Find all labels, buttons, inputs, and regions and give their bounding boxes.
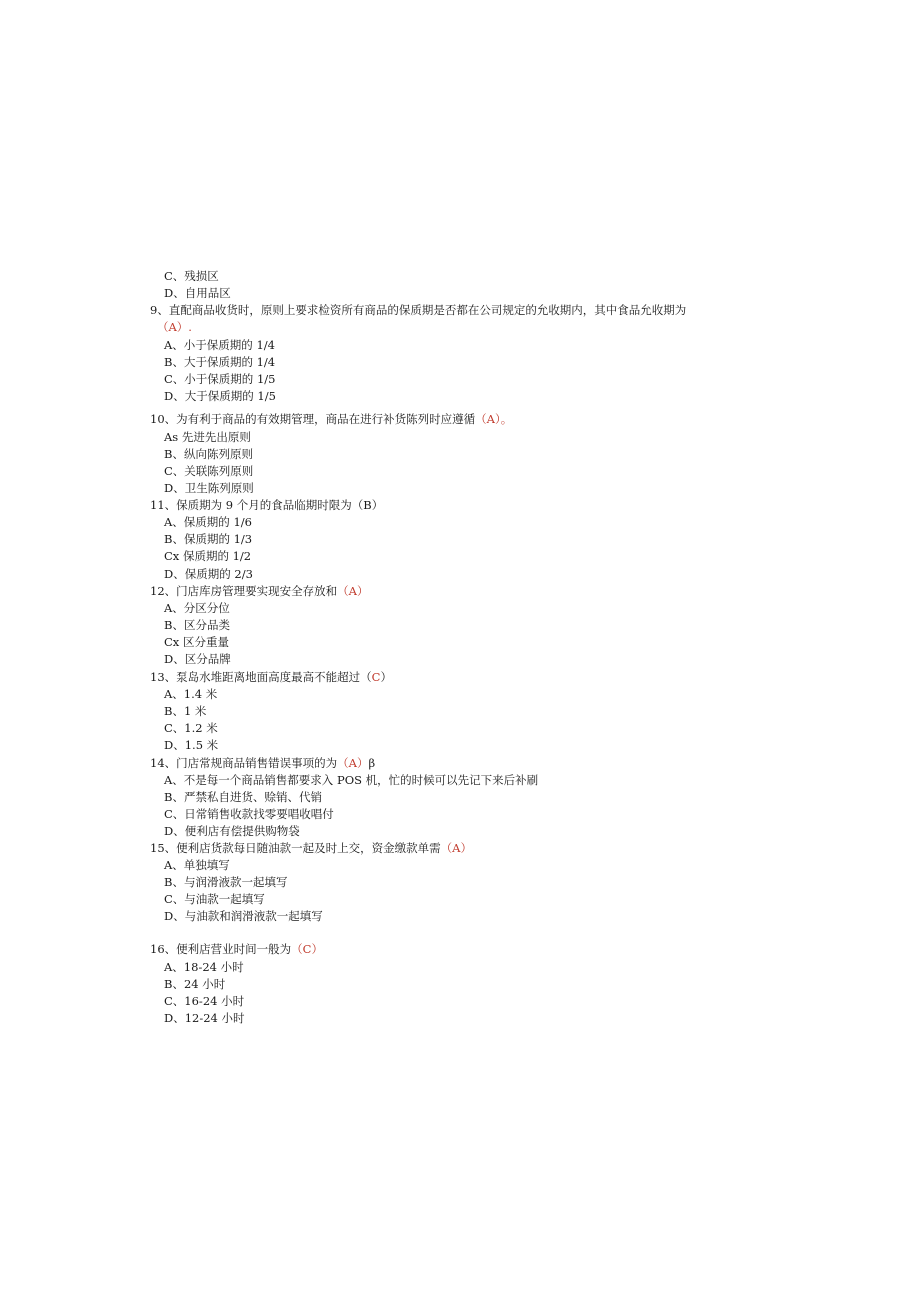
- answer-key: （A）.: [157, 320, 192, 334]
- answer-option: A、单独填写: [164, 858, 230, 872]
- answer-option: A、分区分位: [164, 601, 230, 615]
- answer-option: C、日常销售收款找零要唱收唱付: [164, 807, 334, 821]
- answer-option: B、区分品类: [164, 618, 230, 632]
- question-continuation: [157, 320, 192, 334]
- question-text: [150, 942, 323, 956]
- answer-option: C、与油款一起填写: [164, 892, 265, 906]
- question-tail: ）: [380, 670, 392, 684]
- answer-key: C: [371, 670, 381, 684]
- question-text: [150, 498, 383, 512]
- answer-key: （A）: [337, 756, 369, 770]
- question-text: [150, 412, 512, 426]
- answer-option: D、便利店有偿提供购物袋: [164, 824, 300, 838]
- question-text: [150, 756, 375, 770]
- answer-option: D、12-24 小时: [164, 1011, 245, 1025]
- question-stem: 9、直配商品收货时，原则上要求检资所有商品的保质期是否都在公司规定的允收期内，其中食品允收期为: [150, 303, 687, 317]
- answer-option: C、1.2 米: [164, 721, 218, 735]
- answer-option: A、小于保质期的 1/4: [164, 338, 275, 352]
- answer-option: C、16-24 小时: [164, 994, 245, 1008]
- answer-option: A、保质期的 1/6: [164, 515, 252, 529]
- answer-option: A、不是每一个商品销售都要求入 POS 机，忙的时候可以先记下来后补刷: [164, 773, 539, 787]
- answer-option: D、1.5 米: [164, 738, 219, 752]
- question-stem: 15、便利店货款每日随油款一起及时上交，资金缴款单需: [150, 841, 441, 855]
- question-stem: 14、门店常规商品销售错误事项的为: [150, 756, 338, 770]
- answer-option: D、自用品区: [164, 286, 231, 300]
- answer-option: D、与油款和润滑液款一起填写: [164, 909, 323, 923]
- answer-option: A、1.4 米: [164, 687, 218, 701]
- answer-option: Cx 区分重量: [164, 635, 229, 649]
- answer-option: A、18-24 小时: [164, 960, 244, 974]
- answer-option: D、区分品牌: [164, 652, 231, 666]
- answer-key: （A）: [440, 841, 472, 855]
- answer-option: B、大于保质期的 1/4: [164, 355, 276, 369]
- question-stem: 10、为有利于商品的有效期管理，商品在进行补货陈列时应遵循: [150, 412, 476, 426]
- answer-option: B、与润滑液款一起填写: [164, 875, 288, 889]
- answer-key: （C）: [291, 942, 323, 956]
- question-stem: 12、门店库房管理要实现安全存放和: [150, 584, 338, 598]
- answer-option: C、小于保质期的 1/5: [164, 372, 276, 386]
- question-text: [150, 584, 368, 598]
- question-stem: 11、保质期为 9 个月的食品临期时限为（B）: [150, 498, 384, 512]
- answer-option: B、纵向陈列原则: [164, 447, 253, 461]
- answer-option: D、卫生陈列原则: [164, 481, 254, 495]
- question-stem: 13、泵岛水堆距离地面高度最高不能超过（: [150, 670, 372, 684]
- answer-option: B、严禁私自进货、赊销、代销: [164, 790, 322, 804]
- answer-option: D、保质期的 2/3: [164, 567, 253, 581]
- question-stem: 16、便利店营业时间一般为: [150, 942, 292, 956]
- answer-option: C、关联陈列原则: [164, 464, 254, 478]
- answer-key: （A）。: [475, 412, 513, 426]
- answer-option: C、残损区: [164, 269, 219, 283]
- answer-option: B、24 小时: [164, 977, 226, 991]
- answer-option: As 先进先出原则: [164, 430, 251, 444]
- answer-option: B、保质期的 1/3: [164, 532, 253, 546]
- answer-option: D、大于保质期的 1/5: [164, 389, 276, 403]
- question-text: [150, 670, 392, 684]
- answer-option: Cx 保质期的 1/2: [164, 549, 252, 563]
- answer-key: （A）: [337, 584, 369, 598]
- answer-option: B、1 米: [164, 704, 207, 718]
- question-text: [150, 841, 472, 855]
- question-text: [150, 303, 686, 317]
- question-tail: β: [368, 756, 376, 770]
